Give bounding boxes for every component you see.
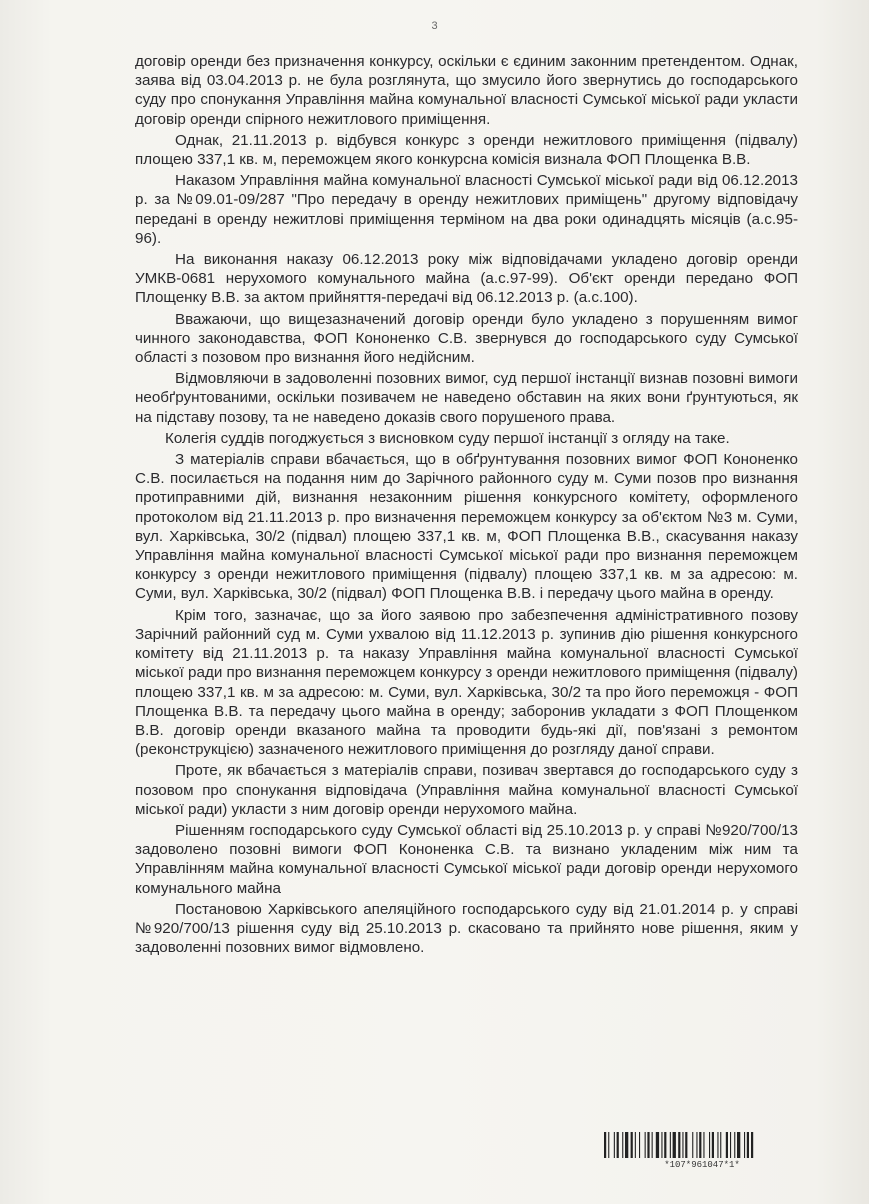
paragraph-4: На виконання наказу 06.12.2013 року між відповідачами укладено договір оренди УМКВ-0681 нерухомого комунального майна (а.с.97-99). Об'єкт оренди передано ФОП Площенку В.В. за актом прийняття-передачі від 06.12.2013 р. (а.с.100). [135,251,798,307]
barcode-icon [604,1132,800,1158]
paragraph-3: Наказом Управління майна комунальної власності Сумської міської ради від 06.12.2013 р. за №09.01-09/287 "Про передачу в оренду нежитлових приміщень" другому відповідачу передані в оренду нежитлові приміщення терміном на два роки одинадцять місяців (а.с.95-96). [135,172,798,247]
paragraph-8: З матеріалів справи вбачається, що в обґрунтування позовних вимог ФОП Кононенко С.В. посилається на подання ним до Зарічного районного суду м. Суми позов про визнання протиправними дій, визнання незаконним рішення конкурсного комітету, оформленого протоколом від 21.11.2013 р. про визначення переможцем конкурсу за об'єктом №3 м. Суми, вул. Харківська, 30/2 (підвал) площею 337,1 кв. м, ФОП Площенка В.В., скасування наказу Управління майна комунальної власності Сумської міської ради про визнання переможцем конкурсу з оренди нежитлового приміщення (підвалу) площею 337,1 кв. м за адресою: м. Суми, вул. Харківська, 30/2 (підвал) ФОП Площенка В.В. і передачу цього майна в оренду. [135,451,798,603]
page-number: 3 [431,20,438,32]
paragraph-2: Однак, 21.11.2013 р. відбувся конкурс з оренди нежитлового приміщення (підвалу) площею 337,1 кв. м, переможцем якого конкурсна комісія визнала ФОП Площенка В.В. [135,131,798,169]
paragraph-5: Вважаючи, що вищезазначений договір оренди було укладено з порушенням вимог чинного законодавства, ФОП Кононенко С.В. звернувся до господарського суду Сумської області з позовом про визнання його недійсним. [135,310,798,367]
paragraph-6: Відмовляючи в задоволенні позовних вимог, суд першої інстанції визнав позовні вимоги необґрунтованими, оскільки позивачем не наведено обставин на яких вони ґрунтуються, як на підставу позову, та не наведено доказів свого порушеного права. [135,370,798,426]
paragraph-1: договір оренди без призначення конкурсу, оскільки є єдиним законним претендентом. Однак, заява від 03.04.2013 р. не була розглянута, що змусило його звернутись до господарського суду про спонукання Управління майна комунальної власності Сумської міської ради укласти договір оренди спірного нежитлового приміщення. [135,53,798,128]
barcode-number: *107*961047*1* [664,1160,740,1170]
paragraph-10: Проте, як вбачається з матеріалів справи, позивач звертався до господарського суду з позовом про спонукання відповідача (Управління майна комунальної власності Сумської міської ради) укласти з ним договір оренди нерухомого майна. [135,762,798,818]
paragraph-9: Крім того, зазначає, що за його заявою про забезпечення адміністративного позову Зарічний районний суд м. Суми ухвалою від 11.12.2013 р. зупинив дію рішення конкурсного комітету від 21.11.2013 р. та наказу Управління майна комунальної власності Сумської міської ради про визнання переможцем конкурсу з оренди нежитлового приміщення (підвалу) площею 337,1 кв. м за адресою: м. Суми, вул. Харківська, 30/2 та про його переможця - ФОП Площенка В.В. та передачу цього майна в оренду; заборонив укладати з ФОП Площенком В.В. договір оренди вказаного майна та проводити будь-які дії, пов'язані з ремонтом (реконструкцією) зазначеного нежитлового приміщення до розгляду даної справи. [135,606,798,759]
paragraph-11: Рішенням господарського суду Сумської області від 25.10.2013 р. у справі №920/700/13 задоволено позовні вимоги ФОП Кононенка С.В. та визнано укладеним між ним та Управлінням майна комунальної власності Сумської міської ради договір оренди нерухомого комунального майна [135,821,798,897]
paragraph-12: Постановою Харківського апеляційного господарського суду від 21.01.2014 р. у справі №920/700/13 рішення суду від 25.10.2013 р. скасовано та прийнято нове рішення, яким у задоволенні позовних вимог відмовлено. [135,900,798,957]
document-body [135,52,798,959]
paragraph-7: Колегія суддів погоджується з висновком суду першої інстанції з огляду на таке. [165,429,730,447]
barcode-stamp [604,1132,800,1178]
